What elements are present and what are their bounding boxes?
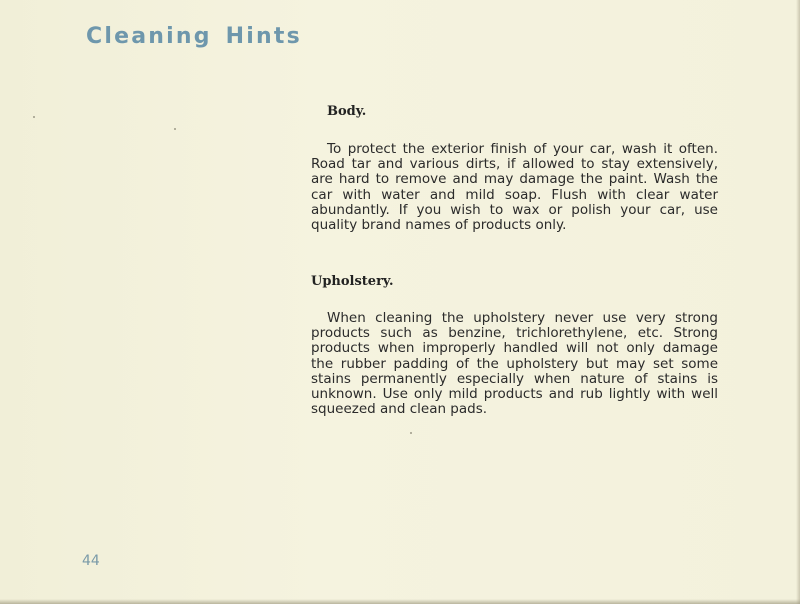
section-text-body: To protect the exterior finish of your car, wash it often. Road tar and various dirts, if allowed to stay extensively, are hard to remove and may damage the paint. Wash the car with water and mild soap. Flush with clear water abundantly. If you wish to wax or polish your car, use quality brand names of products only. xyxy=(311,141,718,234)
paper-speck xyxy=(174,128,176,130)
paper-speck xyxy=(33,116,35,118)
page-edge-right xyxy=(796,0,800,604)
section-heading-upholstery: Upholstery. xyxy=(311,274,394,289)
paper-speck xyxy=(410,432,412,434)
page-number: 44 xyxy=(82,553,100,569)
page-title-word-1: Cleaning xyxy=(86,24,212,49)
page-title xyxy=(86,24,302,49)
section-text-upholstery: When cleaning the upholstery never use very strong products such as benzine, trichlorethylene, etc. Strong products when improperly handled will not only damage the rubber padding of the upholstery but may set some stains permanently especially when nature of stains is unknown. Use only mild products and rub lightly with well squeezed and clean pads. xyxy=(311,310,718,418)
page-edge-bottom xyxy=(0,599,800,604)
section-heading-body: Body. xyxy=(327,104,367,119)
page-title-word-2: Hints xyxy=(225,24,302,49)
